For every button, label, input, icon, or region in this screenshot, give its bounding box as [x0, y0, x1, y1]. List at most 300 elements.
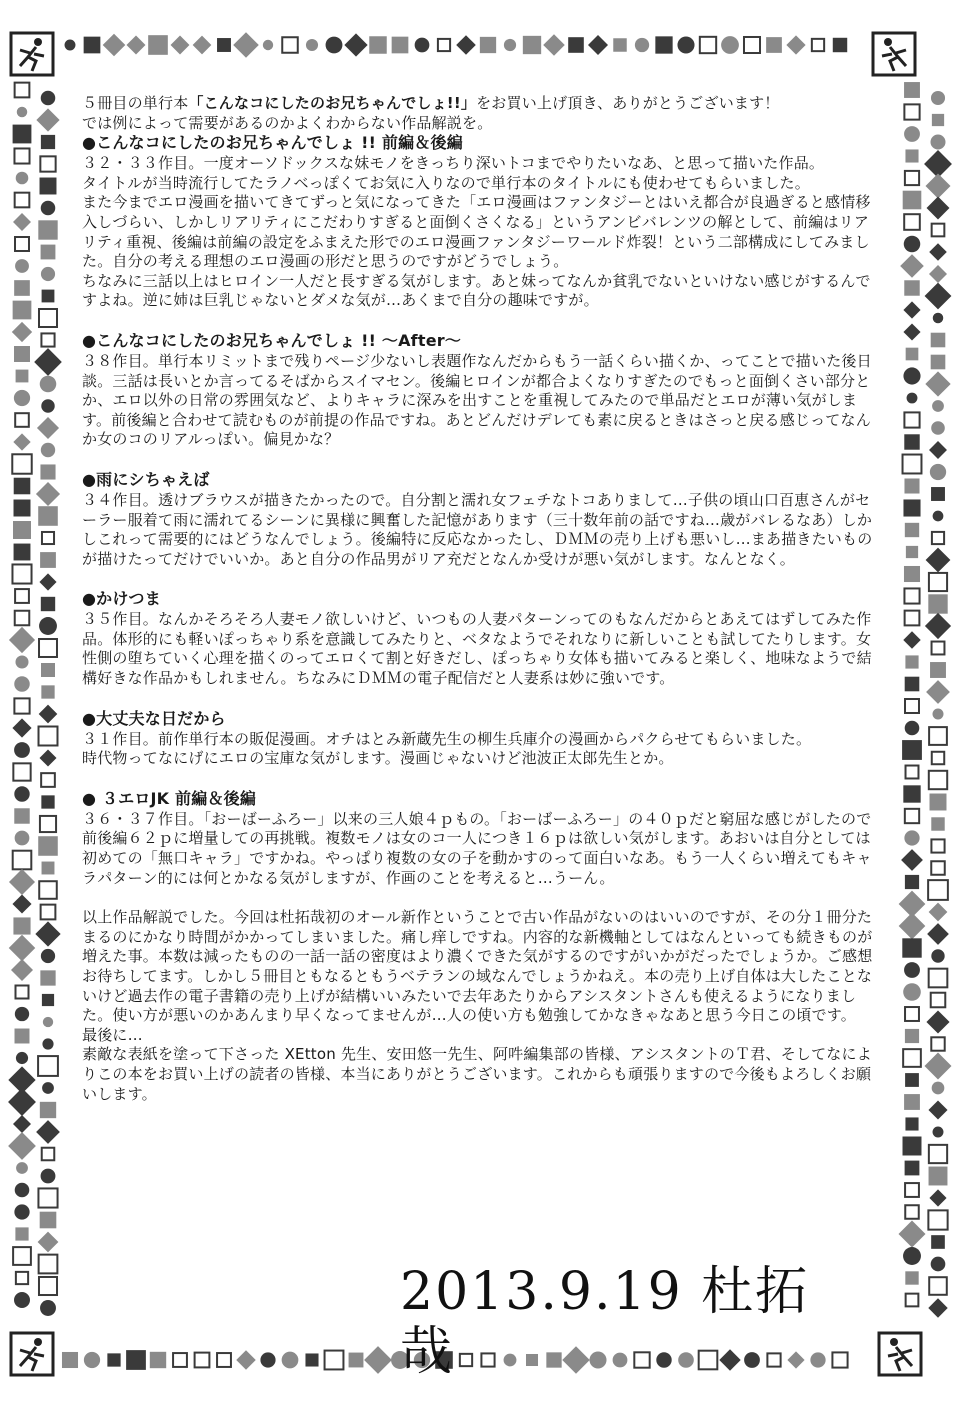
border-shape: [905, 1073, 919, 1087]
border-shape: [103, 34, 126, 57]
border-shape: [905, 611, 920, 626]
border-shape: [905, 677, 920, 692]
section-heading: ●大丈夫な日だから: [82, 708, 226, 728]
border-shape: [931, 817, 944, 830]
border-shape: [306, 39, 318, 51]
border-shape: [305, 1353, 318, 1366]
border-shape: [721, 36, 739, 54]
border-shape: [282, 1352, 299, 1369]
border-shape: [904, 82, 920, 98]
border-shape: [15, 413, 29, 427]
section-heading: ● ３エロJK 前編＆後編: [82, 788, 257, 808]
border-shape: [929, 243, 947, 261]
section-onii-chan-main: [82, 133, 882, 311]
border-shape: [12, 894, 31, 913]
border-shape: [904, 412, 919, 427]
border-shape: [700, 37, 716, 53]
border-shape: [12, 322, 32, 342]
border-shape: [589, 1351, 606, 1368]
section-3-ero-jk: [82, 789, 882, 888]
border-shape: [41, 795, 54, 808]
running-man-exit-icon: [870, 30, 918, 78]
border-shape: [41, 773, 55, 787]
border-shape: [905, 523, 919, 537]
border-shape: [195, 1353, 210, 1368]
border-shape: [14, 698, 29, 713]
border-shape: [656, 1352, 671, 1367]
border-shape: [933, 709, 944, 720]
border-shape: [906, 546, 918, 558]
border-shape: [38, 220, 57, 239]
border-shape: [931, 949, 944, 962]
border-shape: [925, 283, 952, 310]
border-shape: [38, 1056, 58, 1076]
border-shape: [678, 1352, 694, 1368]
thanks-paragraph: 素敵な表紙を塗って下さった XEtton 先生、安田悠一先生、阿吽編集部の皆様、アシスタントのＴ君、そしてなによりこの本をお買い上げの読者の皆様、本当にありがとうございます。これからも頑張りますので今後もよろしくお願いします。: [82, 1045, 872, 1103]
border-shape: [903, 323, 920, 340]
border-shape: [928, 880, 948, 900]
border-shape: [902, 938, 921, 957]
border-shape: [905, 809, 919, 823]
border-shape: [392, 37, 409, 54]
border-shape: [40, 1300, 56, 1316]
border-shape: [15, 655, 28, 668]
border-shape: [13, 1115, 31, 1133]
handwritten-signature: 2013.9.19 杜拓哉: [400, 1262, 810, 1382]
border-shape: [13, 125, 32, 144]
border-shape: [233, 32, 259, 58]
border-shape: [13, 851, 32, 870]
border-shape: [903, 631, 920, 648]
border-shape: [929, 969, 948, 988]
border-shape: [928, 1210, 947, 1229]
border-shape: [928, 1298, 947, 1317]
border-shape: [12, 564, 31, 583]
border-shape: [14, 500, 31, 517]
border-shape: [40, 156, 55, 171]
border-shape: [38, 506, 58, 526]
border-shape: [929, 265, 947, 283]
border-shape: [568, 37, 584, 53]
border-shape: [931, 1257, 946, 1272]
border-shape: [931, 993, 946, 1008]
border-shape: [588, 35, 608, 55]
border-shape: [504, 39, 516, 51]
border-shape: [15, 1183, 30, 1198]
border-shape: [14, 1204, 29, 1219]
border-shape: [929, 573, 947, 591]
closing-paragraph: 以上作品解説でした。今回は杜拓哉初のオール新作ということで古い作品がないのはいいのですが、その分１冊分たまるのにかなり時間がかかってしまいました。痛し痒しですね。内容的な新機軸としてはなんといっても続きものが増えた事。本数は減ったものの一話一話の密度はより濃くできた気がするのですがいかがだったでしょうか。ご感想お待ちしてます。しかし５冊目ともなるともうベテランの域なんでしょうかねえ。本の売り上げ自体は大したことないけど過去作の電子書籍の売り上げが結構いいみたいで去年あたりからアシスタントさんも使えるようになりました。使い方が悪いのかあんまり早くなってませんが…人の使い方も勉強してかなきゃなあと思う今日この頃です。: [82, 908, 873, 1025]
border-shape: [41, 1169, 56, 1184]
border-shape: [438, 39, 450, 51]
border-shape: [481, 1353, 494, 1366]
border-shape: [925, 1053, 952, 1080]
border-shape: [41, 135, 55, 149]
border-shape: [15, 83, 30, 98]
border-shape: [15, 1029, 30, 1044]
border-shape: [719, 1349, 740, 1370]
border-shape: [40, 816, 56, 832]
border-shape: [171, 36, 190, 55]
border-shape: [931, 839, 944, 852]
border-shape: [16, 1052, 28, 1064]
border-shape: [15, 589, 29, 603]
border-shape: [905, 1205, 919, 1219]
border-shape: [11, 959, 33, 981]
border-shape: [931, 91, 945, 105]
border-shape: [41, 663, 55, 677]
border-shape: [929, 903, 948, 922]
border-shape: [634, 1352, 649, 1367]
border-shape: [907, 393, 918, 404]
border-shape: [928, 1100, 947, 1119]
border-shape: [41, 333, 54, 346]
border-shape: [904, 566, 920, 582]
border-shape: [932, 400, 944, 412]
border-shape: [13, 521, 31, 539]
section-body: ３４作目。透けブラウスが描きたかったので。自分割と濡れ女フェチなトコありまして…子供の頃山口百恵さんがセーラー服着て雨に濡れてるシーンに異様に興奮した記憶があります（三十数年前の話ですね…歳がバレるなあ）しかしこれって需要的にはどうなんでしょう。後編特に反応なかったし、ＤＭＭの売り上げも悪いし…まあ描きたいものが描けたってだけでいいか。あと自分の作品男がリア充だとなんか受けが悪い気がします。なんとなく。: [82, 490, 873, 568]
border-shape: [8, 1132, 36, 1160]
border-shape: [13, 1247, 31, 1265]
border-shape: [931, 421, 945, 435]
border-shape: [43, 1017, 53, 1027]
border-shape: [15, 1007, 29, 1021]
border-shape: [39, 639, 57, 657]
border-shape: [931, 487, 945, 501]
section-body: ３５作目。なんかそろそろ人妻モノ欲しいけど、いつもの人妻パターンってのもなんだからとあえてはずしてみた作品。体形的にも軽いぽっちゃり系を意識してみたりと、ベタなようでそれなりに新しいことも試してたりします。女性側の堕ちていく心理を描くのってエロくて割と好きだし、ぽっちゃり女体も描いてみると楽しく、地味なようで結構好きな作品かもしれません。ちなみにＤＭＭの電子配信だと人妻系は妙に強いです。: [82, 610, 872, 688]
running-man-exit-icon: [8, 1330, 56, 1378]
border-shape: [504, 1354, 517, 1367]
section-body: ３８作目。単行本リミットまで残りページ少ないし表題作なんだからもう一話くらい描くか、ってことで描いた後日談。三話は長いとか言ってるそばからスイマセン。後編ヒロインが都合よくなりすぎたのでもっと面倒くさい部分とか、エロ以外の日常の雰囲気など、よりキャラに深みを出すことを重視してみたので単品だとエロが薄い気がします。前後編と合わせて読むものが前提の作品ですね。あとどんだけデレても素に戻るときはさっと戻る感じってなんか女のコのリアルっぽい。偏見かな？: [82, 351, 872, 449]
border-shape: [40, 552, 56, 568]
border-shape: [14, 786, 29, 801]
border-shape: [236, 1350, 256, 1370]
border-shape: [8, 1088, 36, 1116]
border-shape: [930, 794, 947, 811]
border-shape: [14, 676, 29, 691]
border-shape: [480, 37, 496, 53]
border-shape: [40, 464, 55, 479]
border-shape: [263, 40, 273, 50]
border-shape: [456, 35, 476, 55]
border-shape: [35, 921, 60, 946]
border-shape: [36, 108, 59, 131]
intro-prefix: ５冊目の単行本: [82, 94, 189, 112]
border-shape: [929, 1189, 946, 1206]
border-shape: [929, 771, 947, 789]
border-shape: [41, 685, 54, 698]
border-shape: [14, 544, 31, 561]
afterword-content: [82, 94, 882, 1104]
border-shape: [42, 1082, 54, 1094]
border-shape: [905, 149, 918, 162]
border-shape: [904, 434, 919, 449]
border-shape: [902, 740, 922, 760]
section-heading: ●雨にシちゃえば: [82, 469, 210, 489]
border-shape: [904, 478, 919, 493]
border-shape: [41, 267, 55, 281]
border-shape: [37, 417, 59, 439]
border-shape: [900, 254, 924, 278]
border-shape: [12, 718, 31, 737]
border-shape: [41, 91, 56, 106]
intro-second-line: では例によって需要があるのかよくわからない作品解説を。: [82, 113, 493, 132]
border-shape: [13, 301, 32, 320]
border-shape: [929, 1145, 947, 1163]
border-shape: [42, 1038, 53, 1049]
border-shape: [40, 970, 55, 985]
border-shape: [107, 1353, 120, 1366]
border-shape: [903, 191, 922, 210]
border-shape: [903, 301, 920, 318]
border-shape: [906, 766, 919, 779]
border-shape: [812, 39, 824, 51]
border-shape: [15, 831, 30, 846]
border-shape: [36, 482, 60, 506]
border-shape: [14, 280, 30, 296]
border-shape: [193, 36, 212, 55]
border-shape: [173, 1353, 187, 1367]
border-shape: [904, 126, 920, 142]
border-shape: [40, 1212, 57, 1229]
border-shape: [904, 236, 921, 253]
border-shape: [903, 1137, 922, 1156]
border-shape: [150, 1352, 166, 1368]
border-shape: [635, 38, 649, 52]
border-shape: [13, 213, 31, 231]
border-shape: [926, 680, 950, 704]
border-shape: [14, 808, 29, 823]
border-shape: [905, 1117, 918, 1130]
border-shape: [41, 399, 54, 412]
border-shape: [415, 38, 430, 53]
border-shape: [905, 655, 918, 668]
border-shape: [613, 1353, 628, 1368]
border-shape: [364, 1346, 392, 1374]
border-shape: [906, 348, 919, 361]
border-shape: [13, 917, 30, 934]
border-shape: [929, 1167, 948, 1186]
border-shape: [932, 752, 944, 764]
border-shape: [526, 1354, 538, 1366]
border-shape: [905, 1183, 919, 1197]
border-shape: [905, 1271, 918, 1284]
border-shape: [12, 454, 31, 473]
border-shape: [905, 721, 920, 736]
finally-label: 最後に…: [82, 1025, 143, 1044]
running-man-exit-icon: [8, 30, 56, 78]
border-shape: [14, 742, 30, 758]
border-shape: [15, 193, 30, 208]
border-shape: [38, 1232, 59, 1253]
border-shape: [832, 1352, 847, 1367]
border-shape: [40, 1102, 56, 1118]
border-shape: [929, 1277, 947, 1295]
border-shape: [40, 178, 57, 195]
border-shape: [930, 464, 946, 480]
border-shape: [899, 913, 926, 940]
border-shape: [926, 1010, 949, 1033]
border-shape: [931, 1037, 944, 1050]
border-shape: [40, 376, 57, 393]
border-shape: [13, 433, 30, 450]
border-shape: [39, 1255, 58, 1274]
border-shape: [14, 346, 30, 362]
border-shape: [39, 749, 56, 766]
border-shape: [15, 259, 29, 273]
border-shape: [904, 962, 920, 978]
border-shape: [523, 36, 541, 54]
border-shape: [903, 367, 920, 384]
section-body: ３２・３３作目。一度オーソドックスな妹モノをきっちり深いトコまでやりたいなあ、と思って描いた作品。 タイトルが当時流行してたラノベっぽくてお気に入りなので単行本のタイトルにも使わせてもらいました。 また今までエロ漫画を描いてきてずっと気になってきた「エロ漫画はファンタジーとはいえ都合が良過ぎると感情移入しづらい、しかしリアリティにこだわりすぎると面倒くさくなる」というアンビバレンツの解として、前編はリアリティ重視、後編は前編の設定をふまえた形でのエロ漫画ファンタジーワールド炸裂！という二部構成にしてみました。自分の考える理想のエロ漫画の形だと思うのですがどうでしょう。 ちなみに三話以上はヒロイン一人だと長すぎる気がします。あと妹ってなんか貧乳でないといけない感じがするんですよね。逆に姉は巨乳じゃないとダメな気が…あくまで自分の趣味ですが。: [82, 154, 871, 310]
border-shape: [904, 214, 920, 230]
section-body: ３６・３７作目。「おーばーふろー」以来の三人娘４ｐもの。「おーばーふろー」の４０ｐだと窮屈な感じがしたので前後編６２ｐに増量しての再挑戦。複数モノは女のコ一人につき１６ｐは欲しい気がします。あおいは自分としては初めての「無口キャラ」ですかね。やっぱり複数の女の子を動かすのって面白いなあ。もう一人くらい増えてもキャラパターン的には何とかなる気がしますが、作画のことを考えると…うーん。: [82, 809, 872, 887]
border-shape: [931, 355, 946, 370]
section-heading: ●こんなコにしたのお兄ちゃんでしょ !! 前編＆後編: [82, 133, 463, 153]
border-shape: [932, 1082, 945, 1095]
border-shape: [699, 1351, 718, 1370]
border-shape: [16, 1272, 28, 1284]
border-shape: [16, 1162, 28, 1174]
border-shape: [933, 1127, 944, 1138]
border-shape: [787, 1351, 804, 1368]
border-shape: [930, 134, 945, 149]
section-body: ３１作目。前作単行本の販促漫画。オチはとみ新蔵先生の柳生兵庫介の漫画からパクらせてもらいました。 時代物ってなにげにエロの宝庫な気がします。漫画じゃないけど池波正太郎先生とか。: [82, 729, 812, 768]
border-shape: [41, 949, 55, 963]
border-shape: [903, 499, 920, 516]
border-shape: [17, 107, 27, 117]
border-shape: [39, 617, 57, 635]
border-shape: [901, 849, 923, 871]
border-shape: [326, 37, 343, 54]
border-shape: [39, 573, 56, 590]
border-shape: [14, 478, 31, 495]
border-shape: [905, 699, 919, 713]
border-shape: [904, 280, 919, 295]
border-shape: [543, 34, 565, 56]
border-shape: [42, 994, 54, 1006]
border-shape: [927, 197, 950, 220]
border-shape: [904, 588, 919, 603]
border-shape: [39, 727, 58, 746]
border-shape: [14, 390, 30, 406]
border-shape: [931, 861, 944, 874]
border-shape: [42, 862, 55, 875]
border-shape: [903, 1247, 921, 1265]
running-man-exit-icon: [876, 1330, 924, 1378]
border-shape: [38, 1188, 57, 1207]
border-shape: [904, 830, 919, 845]
border-shape: [15, 1227, 28, 1240]
border-shape: [16, 370, 29, 383]
border-shape: [929, 727, 947, 745]
border-shape: [62, 1352, 78, 1368]
section-heading: ●かけつま: [82, 589, 161, 609]
border-shape: [933, 313, 944, 324]
border-shape: [41, 245, 56, 260]
intro-line: [82, 94, 882, 114]
border-shape: [926, 548, 951, 573]
border-shape: [766, 37, 782, 53]
border-shape: [677, 36, 694, 53]
border-shape: [932, 642, 945, 655]
border-shape: [833, 38, 847, 52]
border-shape: [41, 905, 56, 920]
border-shape: [925, 613, 951, 639]
border-shape: [460, 1354, 472, 1366]
border-shape: [905, 1007, 919, 1021]
border-shape: [9, 627, 35, 653]
border-shape: [282, 37, 298, 53]
border-shape: [36, 1120, 60, 1144]
border-shape: [38, 836, 58, 856]
border-shape: [932, 532, 944, 544]
border-shape: [65, 40, 76, 51]
border-shape: [217, 1353, 231, 1367]
border-shape: [39, 705, 58, 724]
border-shape: [344, 33, 367, 56]
border-shape: [930, 662, 946, 678]
border-shape: [369, 36, 386, 53]
border-shape: [931, 1235, 945, 1249]
border-shape: [41, 443, 55, 457]
border-shape: [933, 511, 944, 522]
intro-suffix: をお買い上げ頂き、ありがとうございます！: [476, 94, 780, 112]
border-shape: [34, 348, 62, 376]
border-shape: [42, 532, 54, 544]
border-shape: [613, 38, 626, 51]
border-shape: [16, 986, 29, 999]
border-shape: [932, 224, 945, 237]
border-shape: [39, 881, 57, 899]
border-shape: [929, 441, 947, 459]
border-shape: [925, 371, 950, 396]
border-shape: [148, 35, 168, 55]
border-shape: [904, 104, 919, 119]
border-shape: [932, 114, 944, 126]
border-shape: [42, 290, 55, 303]
border-shape: [14, 148, 29, 163]
border-shape: [16, 172, 29, 185]
border-shape: [927, 923, 949, 945]
border-shape: [810, 1352, 825, 1367]
border-shape: [905, 171, 919, 185]
border-shape: [42, 1148, 55, 1161]
border-shape: [84, 1352, 100, 1368]
border-shape: [904, 1094, 920, 1110]
border-shape: [127, 36, 146, 55]
border-shape: [325, 1351, 344, 1370]
border-shape: [14, 1292, 30, 1308]
border-shape: [926, 174, 951, 199]
border-shape: [15, 611, 30, 626]
border-shape: [260, 1352, 275, 1367]
border-shape: [217, 38, 231, 52]
book-title: 「こんなコにしたのお兄ちゃんでしょ!!」: [188, 94, 477, 112]
border-shape: [39, 309, 57, 327]
border-shape: [903, 1049, 921, 1067]
border-shape: [41, 201, 56, 216]
border-shape: [905, 1029, 919, 1043]
border-shape: [84, 37, 101, 54]
section-kaketsuma: [82, 589, 882, 688]
border-shape: [744, 37, 760, 53]
border-shape: [906, 1294, 919, 1307]
border-shape: [931, 333, 946, 348]
section-daijoubu: [82, 709, 882, 769]
border-shape: [744, 1352, 760, 1368]
border-shape: [899, 1221, 926, 1248]
